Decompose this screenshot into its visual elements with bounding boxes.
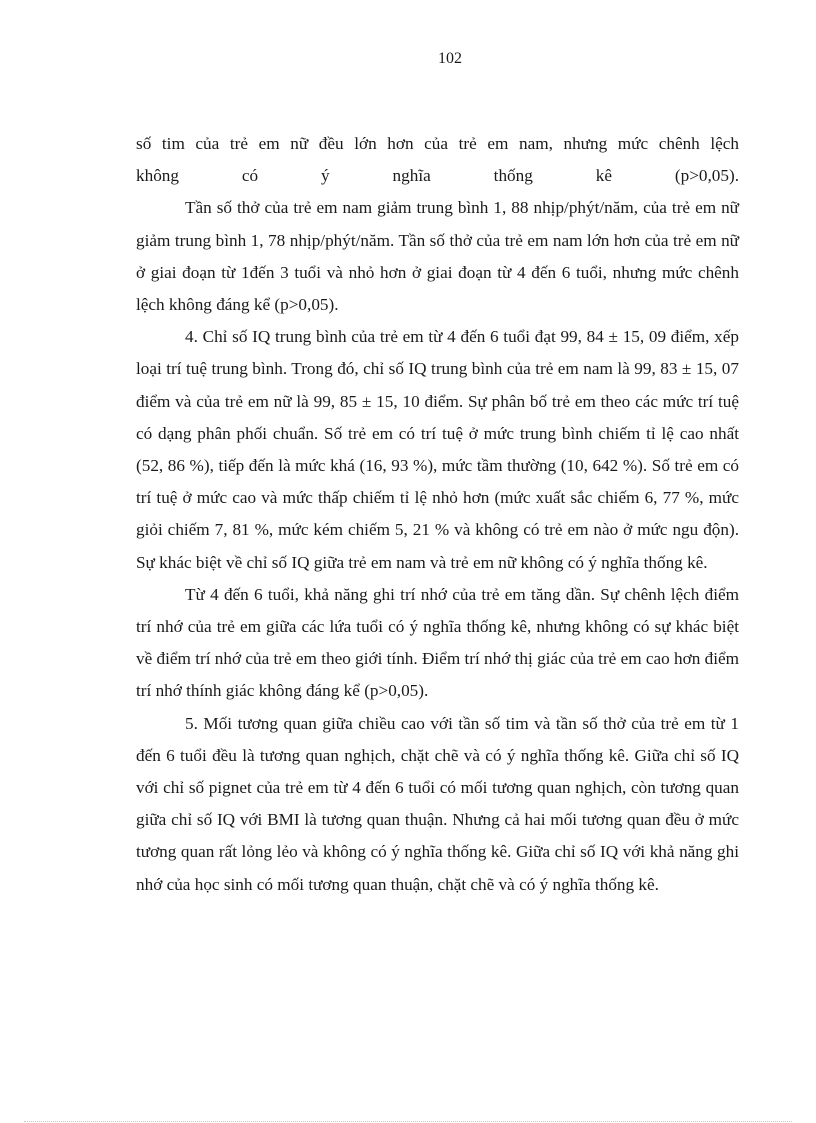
paragraph-1-line-2: không có ý nghĩa thống kê (p>0,05). <box>136 166 739 186</box>
paragraph-1-line-1: số tim của trẻ em nữ đều lớn hơn của trẻ em nam, nhưng mức chênh lệch <box>136 134 739 153</box>
paragraph-3: 4. Chỉ số IQ trung bình của trẻ em từ 4 đến 6 tuổi đạt 99, 84 ± 15, 09 điểm, xếp loại trí tuệ trung bình. Trong đó, chỉ số IQ trung bình của trẻ em nam là 99, 83 ± 15, 07 điểm và của trẻ em nữ là 99, 85 ± 15, 10 điểm. Sự phân bố trẻ em theo các mức trí tuệ có dạng phân phối chuẩn. Số trẻ em có trí tuệ ở mức trung bình chiếm tỉ lệ cao nhất (52, 86 %), tiếp đến là mức khá (16, 93 %), mức tầm thường (10, 642 %). Số trẻ em có trí tuệ ở mức cao và mức thấp chiếm tỉ lệ nhỏ hơn (mức xuất sắc chiếm 6, 77 %, mức giỏi chiếm 7, 81 %, mức kém chiếm 5, 21 % và không có trẻ em nào ở mức ngu độn). Sự khác biệt về chỉ số IQ giữa trẻ em nam và trẻ em nữ không có ý nghĩa thống kê. <box>136 327 739 572</box>
page-bottom-divider <box>24 1121 792 1122</box>
paragraph-2: Tần số thở của trẻ em nam giảm trung bình 1, 88 nhịp/phýt/năm, của trẻ em nữ giảm trung bình 1, 78 nhịp/phýt/năm. Tần số thở của trẻ em nam lớn hơn của trẻ em nữ ở giai đoạn từ 1đến 3 tuổi và nhỏ hơn ở giai đoạn từ 4 đến 6 tuổi, nhưng mức chênh lệch không đáng kể (p>0,05). <box>136 198 739 315</box>
page-number: 102 <box>438 50 462 67</box>
document-body <box>136 128 739 901</box>
paragraph-5: 5. Mối tương quan giữa chiều cao với tần số tim và tần số thở của trẻ em từ 1 đến 6 tuổi đều là tương quan nghịch, chặt chẽ và có ý nghĩa thống kê. Giữa chỉ số IQ với chỉ số pignet của trẻ em từ 4 đến 6 tuổi có mối tương quan nghịch, còn tương quan giữa chỉ số IQ với BMI là tương quan thuận. Nhưng cả hai mối tương quan đều ở mức tương quan rất lỏng lẻo và không có ý nghĩa thống kê. Giữa chỉ số IQ với khả năng ghi nhớ của học sinh có mối tương quan thuận, chặt chẽ và có ý nghĩa thống kê. <box>136 713 739 894</box>
paragraph-4: Từ 4 đến 6 tuổi, khả năng ghi trí nhớ của trẻ em tăng dần. Sự chênh lệch điểm trí nhớ của trẻ em giữa các lứa tuổi có ý nghĩa thống kê, nhưng không có sự khác biệt về điểm trí nhớ của trẻ em theo giới tính. Điểm trí nhớ thị giác của trẻ em cao hơn điểm trí nhớ thính giác không đáng kể (p>0,05). <box>136 584 739 701</box>
